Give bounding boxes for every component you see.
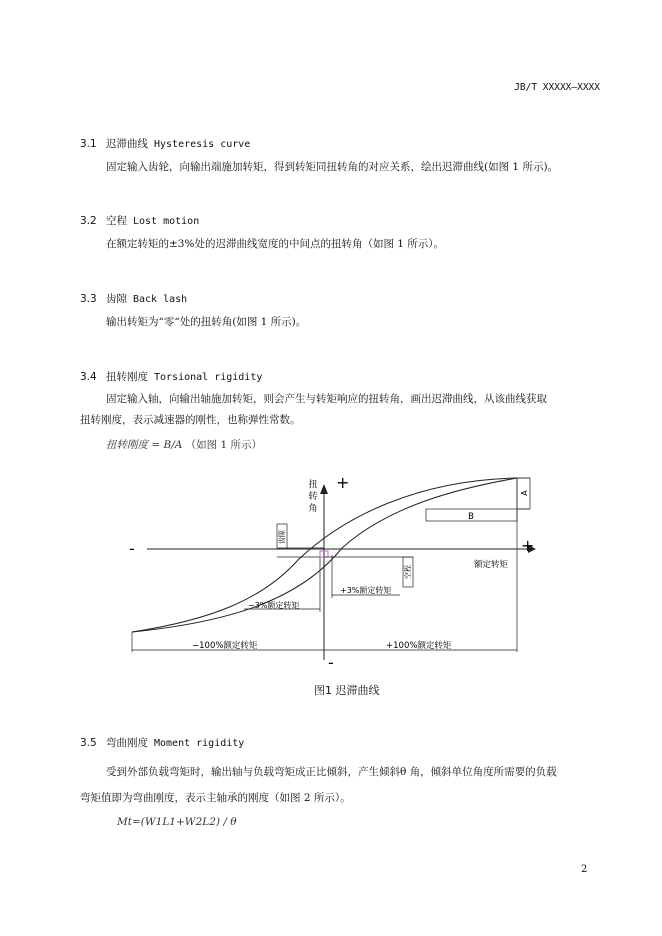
section-title-zh: 齿隙 (106, 293, 127, 305)
section-title-zh: 迟滞曲线 (106, 138, 148, 150)
figure-1-caption: 图1 迟滞曲线 (314, 684, 380, 697)
section-title-zh: 弯曲刚度 (106, 737, 148, 749)
section-3-4-text-line1: 固定输入轴，向输出轴施加转矩，则会产生与转矩响应的扭转角，画出迟滞曲线，从该曲线获取 (106, 393, 547, 405)
document-id: JB/T XXXXX—XXXX (514, 82, 600, 93)
section-title-en: Torsional rigidity (154, 372, 263, 383)
section-number: 3.1 (80, 138, 97, 150)
label-backlash: 齿隙 (278, 530, 286, 544)
page-number: 2 (581, 864, 588, 875)
formula-expression: 扭转刚度 = B/A (106, 439, 183, 451)
label-plus100: +100%额定转矩 (386, 641, 452, 651)
section-title-zh: 空程 (106, 215, 127, 227)
section-number: 3.5 (80, 737, 97, 749)
y-axis-label-3: 角 (308, 504, 318, 514)
x-axis-label: 额定转矩 (474, 560, 509, 570)
section-3-2-heading (80, 213, 199, 228)
section-3-5-text-line1: 受到外部负载弯矩时，输出轴与负载弯矩成正比倾斜，产生倾斜θ 角，倾斜单位角度所需要的负载 (106, 766, 557, 778)
section-3-3-text: 输出转矩为“零“处的扭转角(如图 1 所示)。 (106, 316, 307, 328)
section-3-5-text-line2: 弯矩值即为弯曲刚度，表示主轴承的刚度（如图 2 所示）。 (80, 792, 351, 804)
section-3-4-text-line2: 扭转刚度，表示减速器的刚性，也称弹性常数。 (80, 414, 301, 426)
section-title-en: Back lash (133, 294, 188, 305)
x-minus-sign: - (129, 539, 135, 558)
section-number: 3.2 (80, 215, 97, 227)
section-number: 3.3 (80, 293, 97, 305)
hysteresis-curve-figure (125, 470, 545, 675)
section-3-2-text: 在额定转矩的±3%处的迟滞曲线宽度的中间点的扭转角（如图 1 所示）。 (106, 238, 445, 250)
formula-note: （如图 1 所示） (185, 439, 263, 451)
section-3-1-heading (80, 136, 250, 151)
section-title-zh: 扭转刚度 (106, 371, 148, 383)
section-title-en: Lost motion (133, 216, 200, 227)
y-minus-sign: - (328, 653, 334, 672)
section-3-5-heading (80, 735, 244, 750)
label-minus3: −3%额定转矩 (248, 601, 300, 610)
label-plus3: +3%额定转矩 (340, 586, 392, 595)
section-number: 3.4 (80, 371, 97, 383)
section-title-en: Moment rigidity (154, 738, 245, 749)
section-3-3-heading (80, 291, 187, 306)
label-minus100: −100%额定转矩 (192, 641, 258, 651)
label-a: A (520, 490, 529, 496)
moment-rigidity-formula: Mt=(W1L1+W2L2) / θ (117, 816, 237, 828)
x-plus-sign: + (521, 536, 535, 555)
y-axis-label-2: 转 (308, 492, 318, 502)
section-3-4-heading (80, 369, 262, 384)
y-axis-arrow (320, 484, 328, 494)
y-axis-label-1: 扭 (308, 480, 318, 490)
label-lost-motion: 空程 (404, 565, 412, 579)
y-plus-sign: + (336, 473, 350, 492)
label-b: B (468, 512, 474, 522)
section-title-en: Hysteresis curve (154, 139, 251, 150)
torsional-rigidity-formula (106, 437, 262, 452)
section-3-1-text: 固定输入齿轮，向输出端施加转矩，得到转矩同扭转角的对应关系，绘出迟滞曲线(如图 1 所示)。 (106, 161, 559, 173)
